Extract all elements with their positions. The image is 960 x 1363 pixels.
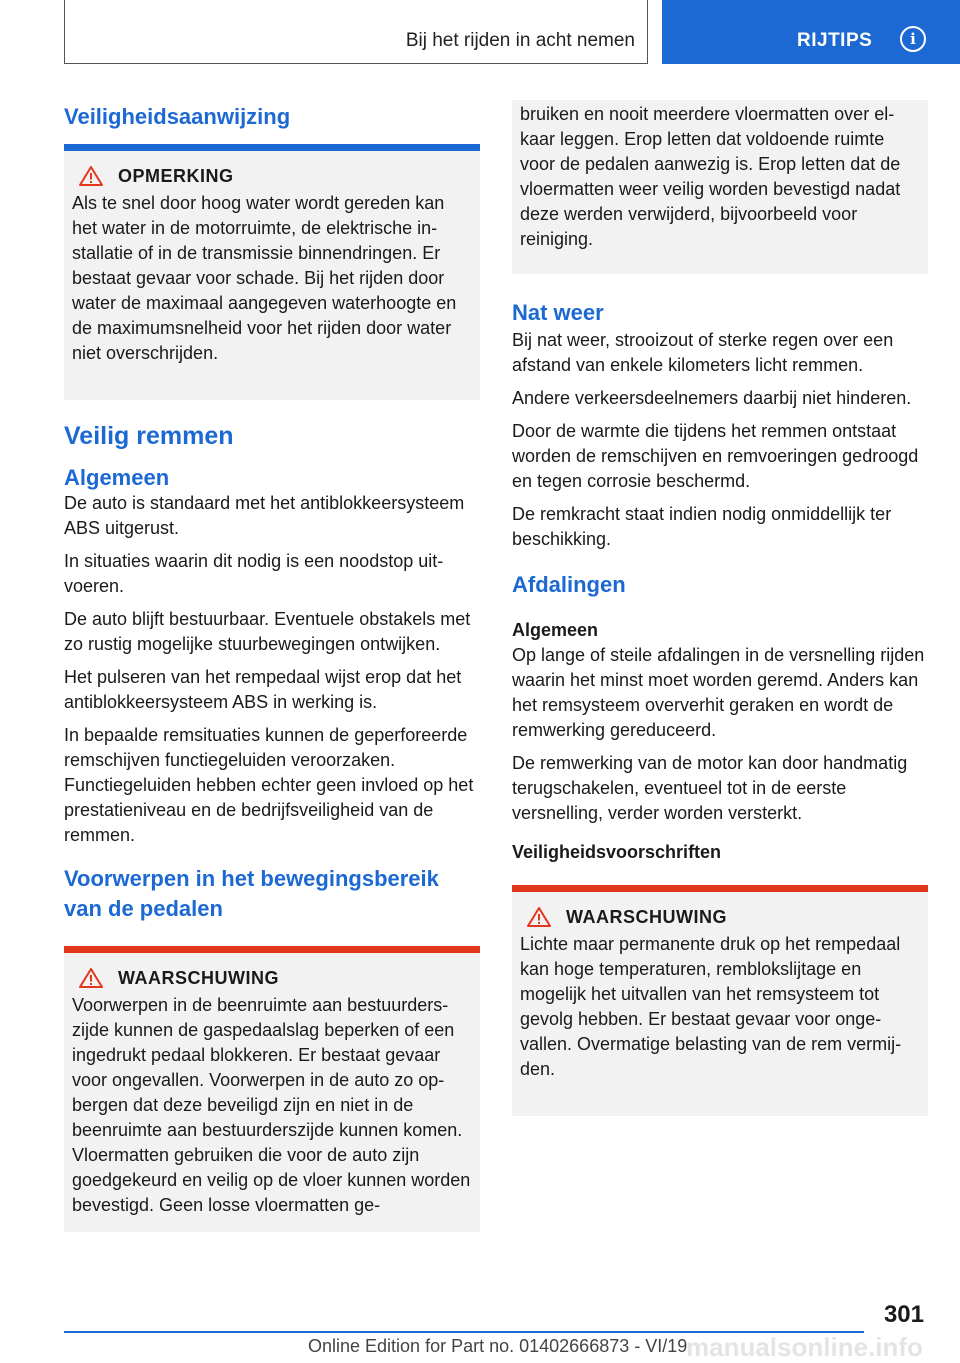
info-icon[interactable]: i (900, 26, 926, 52)
warning-bar (512, 885, 928, 892)
wet-heading: Nat weer (512, 300, 604, 325)
descent-paragraph: Op lange of steile afdalingen in de versnelling rijden waarin het minst moet worden geremd. Anders kan het remsysteem oververhit geraken en wordt de remwerking gereduceerd. (512, 645, 925, 740)
descent-paragraph: De remwerking van de motor kan door handmatig terugschakelen, eventueel tot in de eerste versnelling, verder worden versterkt. (512, 753, 908, 823)
wet-paragraph: Bij nat weer, strooizout of sterke regen over een afstand van enkele kilometers licht remmen. (512, 330, 894, 375)
warning-triangle-icon (526, 906, 552, 928)
left-column (64, 100, 480, 1232)
general-paragraph: De auto blijft bestuurbaar. Eventuele obstakels met zo rustig mogelijke stuurbewegingen ontwijken. (64, 609, 471, 654)
descent-heading: Afdalingen (512, 572, 626, 597)
warning-triangle-icon (78, 967, 104, 989)
general-paragraph: De auto is standaard met het antiblokkeersysteem ABS uitgerust. (64, 493, 465, 538)
warning-bar (64, 946, 480, 953)
note-header (78, 165, 472, 187)
tab-label: RIJTIPS (797, 30, 873, 51)
pedal-heading: Voorwerpen in het bewegingsbereik van de pedalen (64, 866, 439, 921)
right-column (512, 100, 928, 1116)
note-box (64, 151, 480, 400)
warning-title: WAARSCHUWING (118, 967, 279, 988)
warning-text: Voorwerpen in de beenruimte aan bestuurderszijde kunnen de gaspedaalslag beperken of een ingedrukt pedaal blokkeren. Er bestaat gevaar voor ongevallen. Voorwerpen in de auto zo opbergen dat deze beveiligd zijn en niet in de beenruimte aan bestuurderszijde kunnen komen. Vloermatten gebruiken die voor de auto zijn goedgekeurd en veilig op de vloer kunnen worden bevestigd. Geen losse vloermatten ge- (72, 995, 471, 1215)
safety-heading: Veiligheidsaanwijzing (64, 104, 291, 129)
header-section-title: Bij het rijden in acht nemen (405, 30, 635, 51)
warning-triangle-icon (78, 165, 104, 187)
general-heading: Algemeen (64, 465, 170, 490)
wet-paragraph: De remkracht staat indien nodig onmiddellijk ter beschikking. (512, 504, 892, 549)
wet-paragraph: Door de warmte die tijdens het remmen ontstaat worden de remschijven en remvoeringen gedroogd en tegen corrosie beschermd. (512, 421, 919, 491)
note-title: OPMERKING (118, 165, 234, 186)
descent-general-heading: Algemeen (512, 620, 599, 640)
warning-box (512, 892, 928, 1116)
general-paragraph: Het pulseren van het rempedaal wijst erop dat het antiblokkeersysteem ABS in werking is. (64, 667, 462, 712)
watermark: manualsonline.info (686, 1332, 923, 1362)
warning-continued-text: bruiken en nooit meerdere vloermatten over elkaar leggen. Erop letten dat voldoende ruimte voor de pedalen aanwezig is. Erop letten dat de vloermatten weer veilig worden bevestigd nadat deze werden verwijderd, bijvoorbeeld voor reiniging. (520, 104, 901, 249)
page-number: 301 (883, 1301, 924, 1328)
general-paragraph: In situaties waarin dit nodig is een noodstop uitvoeren. (64, 551, 444, 596)
warning-text: Lichte maar permanente druk op het rempedaal kan hoge temperaturen, remblokslijtage en mogelijk het uitvallen van het remsysteem tot gevolg hebben. Er bestaat gevaar voor ongevallen. Overmatige belasting van de rem vermijden. (520, 934, 902, 1079)
safety-rules-heading: Veiligheidsvoorschriften (512, 842, 722, 862)
section-title: Veilig remmen (64, 422, 234, 450)
wet-paragraph: Andere verkeersdeelnemers daarbij niet hinderen. (512, 388, 912, 408)
note-bar (64, 144, 480, 151)
footer-edition: Online Edition for Part no. 01402666873 - VI/19 (308, 1336, 688, 1356)
warning-title: WAARSCHUWING (566, 906, 727, 927)
warning-header (78, 967, 472, 989)
warning-continued-box (512, 100, 928, 274)
warning-header (526, 906, 920, 928)
note-text: Als te snel door hoog water wordt gereden kan het water in de motorruimte, de elektrische installatie of in de transmissie binnendringen. Er bestaat gevaar voor schade. Bij het rijden door water de maximaal aangegeven waterhoogte en de maximumsnelheid voor het rijden door water niet overschrijden. (72, 193, 457, 363)
tab-rijtips[interactable] (662, 0, 960, 64)
warning-box (64, 953, 480, 1232)
general-paragraph: In bepaalde remsituaties kunnen de geperforeerde remschijven functiegeluiden veroorzaken. Functiegeluiden hebben echter geen invloed op het prestatieniveau en de bedrijfsveiligheid van de remmen. (64, 725, 474, 845)
